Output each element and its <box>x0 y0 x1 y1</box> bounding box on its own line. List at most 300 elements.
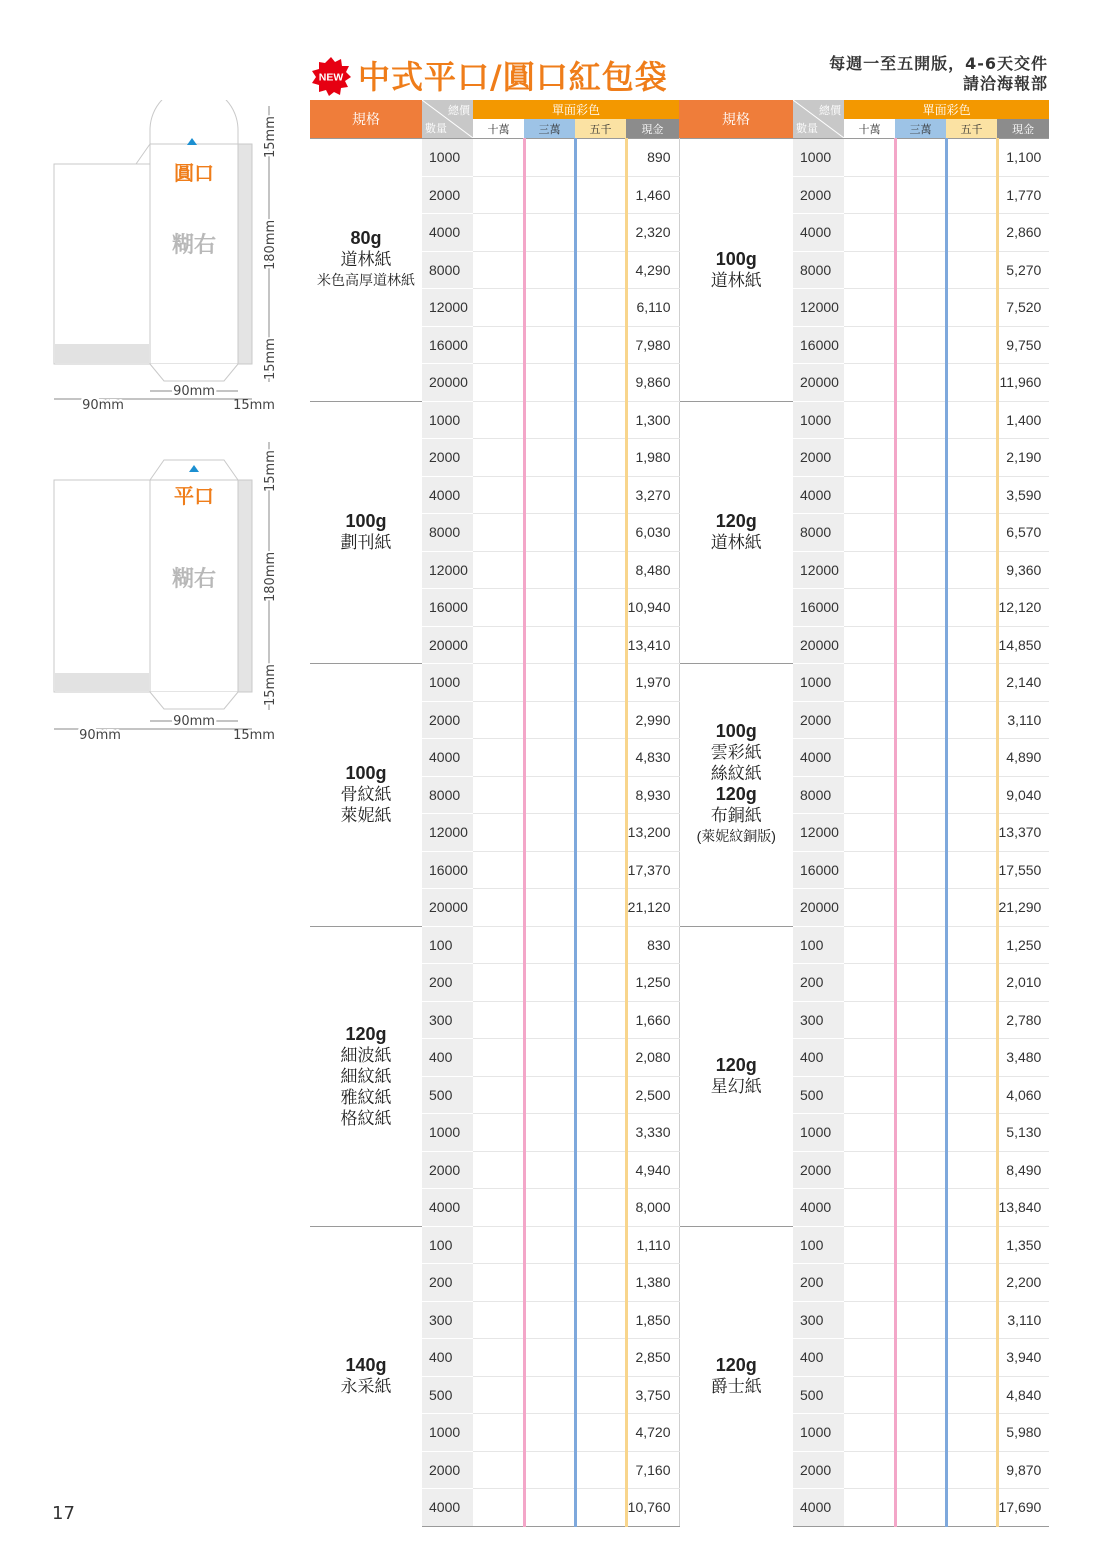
paper-name: 格紋紙 <box>340 1108 392 1128</box>
qty-cell: 4000 <box>422 1489 473 1527</box>
price-5k-cell <box>575 1451 626 1489</box>
cash-price-cell: 3,590 <box>997 476 1049 514</box>
paper-spec-left <box>310 926 422 1226</box>
cash-price-cell: 4,290 <box>626 251 679 289</box>
sub-header-cash: 現金 <box>997 119 1049 139</box>
qty-cell: 2000 <box>793 176 844 214</box>
price-100k-cell <box>844 439 895 477</box>
price-5k-cell <box>946 776 997 814</box>
price-5k-cell <box>946 476 997 514</box>
price-100k-cell <box>473 1414 524 1452</box>
price-30k-cell <box>895 1451 946 1489</box>
qty-cell: 1000 <box>422 1414 473 1452</box>
price-30k-cell <box>524 514 575 552</box>
price-30k-cell <box>895 739 946 777</box>
price-5k-cell <box>946 739 997 777</box>
price-100k-cell <box>844 664 895 702</box>
price-5k-cell <box>946 401 997 439</box>
price-100k-cell <box>473 1376 524 1414</box>
price-100k-cell <box>473 401 524 439</box>
price-30k-cell <box>895 176 946 214</box>
price-5k-cell <box>946 1339 997 1377</box>
price-30k-cell <box>895 214 946 252</box>
cash-price-cell: 4,830 <box>626 739 679 777</box>
qty-cell: 8000 <box>422 776 473 814</box>
price-30k-cell <box>895 1076 946 1114</box>
price-100k-cell <box>844 176 895 214</box>
paper-weight: 100g <box>715 248 757 269</box>
price-30k-cell <box>895 251 946 289</box>
price-5k-cell <box>946 326 997 364</box>
price-5k-cell <box>946 1114 997 1152</box>
price-100k-cell <box>473 214 524 252</box>
qty-cell: 1000 <box>793 1114 844 1152</box>
cash-price-cell: 1,770 <box>997 176 1049 214</box>
price-5k-cell <box>575 214 626 252</box>
cash-price-cell: 4,940 <box>626 1151 679 1189</box>
price-30k-cell <box>895 1301 946 1339</box>
qty-cell: 400 <box>793 1039 844 1077</box>
price-5k-cell <box>575 1376 626 1414</box>
single-color-header: 單面彩色 <box>844 100 1049 119</box>
cash-price-cell: 21,290 <box>997 889 1049 927</box>
dim-mid-label: 180mm <box>263 219 278 270</box>
qty-cell: 1000 <box>793 1414 844 1452</box>
price-100k-cell <box>473 664 524 702</box>
price-100k-cell <box>844 1001 895 1039</box>
price-5k-cell <box>946 664 997 702</box>
paper-weight: 120g <box>715 784 757 805</box>
qty-cell: 200 <box>422 964 473 1002</box>
price-30k-cell <box>895 1039 946 1077</box>
price-100k-cell <box>844 739 895 777</box>
table-row <box>310 139 1049 177</box>
qty-label: 數量 <box>796 123 818 135</box>
qty-cell: 100 <box>793 926 844 964</box>
qty-cell: 300 <box>793 1301 844 1339</box>
cash-price-cell: 2,860 <box>997 214 1049 252</box>
qty-cell: 300 <box>422 1001 473 1039</box>
paper-weight: 100g <box>715 721 757 742</box>
price-100k-cell <box>473 626 524 664</box>
price-5k-cell <box>575 364 626 402</box>
cash-price-cell: 12,120 <box>997 589 1049 627</box>
price-30k-cell <box>524 851 575 889</box>
paper-weight: 100g <box>345 511 387 532</box>
price-5k-cell <box>946 1226 997 1264</box>
price-100k-cell <box>473 1114 524 1152</box>
cash-price-cell: 2,990 <box>626 701 679 739</box>
price-5k-cell <box>575 326 626 364</box>
cash-price-cell: 7,520 <box>997 289 1049 327</box>
sub-header-5k: 五千 <box>575 119 626 139</box>
price-5k-cell <box>575 476 626 514</box>
cash-price-cell: 4,720 <box>626 1414 679 1452</box>
price-100k-cell <box>473 851 524 889</box>
paper-spec-left <box>310 664 422 927</box>
qty-cell: 12000 <box>422 814 473 852</box>
cash-price-cell: 5,270 <box>997 251 1049 289</box>
cash-price-cell: 11,960 <box>997 364 1049 402</box>
qty-cell: 1000 <box>793 401 844 439</box>
price-100k-cell <box>844 1489 895 1527</box>
price-100k-cell <box>473 739 524 777</box>
price-5k-cell <box>575 439 626 477</box>
price-5k-cell <box>946 1189 997 1227</box>
price-5k-cell <box>575 814 626 852</box>
price-100k-cell <box>844 1414 895 1452</box>
qty-cell: 400 <box>422 1039 473 1077</box>
price-100k-cell <box>473 1489 524 1527</box>
dim-right-width-label: 15mm <box>233 398 275 413</box>
cash-price-cell: 3,110 <box>997 701 1049 739</box>
price-100k-cell <box>844 551 895 589</box>
cash-price-cell: 17,370 <box>626 851 679 889</box>
paper-name: 細紋紙 <box>340 1066 392 1086</box>
paper-name: 絲紋紙 <box>710 764 762 784</box>
price-100k-cell <box>844 1039 895 1077</box>
cash-price-cell: 1,980 <box>626 439 679 477</box>
price-5k-cell <box>575 176 626 214</box>
qty-cell: 20000 <box>793 889 844 927</box>
price-100k-cell <box>473 1226 524 1264</box>
diagram-type-label: 圓口 <box>174 161 214 185</box>
price-100k-cell <box>844 1189 895 1227</box>
cash-price-cell: 8,490 <box>997 1151 1049 1189</box>
price-100k-cell <box>473 364 524 402</box>
price-qty-header <box>422 100 473 139</box>
qty-cell: 20000 <box>793 626 844 664</box>
cash-price-cell: 3,940 <box>997 1339 1049 1377</box>
price-30k-cell <box>524 626 575 664</box>
price-30k-cell <box>895 1151 946 1189</box>
price-5k-cell <box>946 1489 997 1527</box>
qty-cell: 8000 <box>793 251 844 289</box>
price-5k-cell <box>946 514 997 552</box>
table-row <box>310 1226 1049 1264</box>
dim-top-label: 15mm <box>263 116 278 158</box>
price-30k-cell <box>524 664 575 702</box>
qty-cell: 500 <box>422 1076 473 1114</box>
price-5k-cell <box>946 439 997 477</box>
qty-cell: 4000 <box>793 1189 844 1227</box>
paper-spec-right <box>679 139 793 402</box>
qty-cell: 1000 <box>793 664 844 702</box>
paper-spec-left <box>310 1226 422 1526</box>
price-5k-cell <box>946 1151 997 1189</box>
qty-cell: 20000 <box>422 626 473 664</box>
price-30k-cell <box>524 1339 575 1377</box>
price-100k-cell <box>844 1226 895 1264</box>
price-100k-cell <box>473 701 524 739</box>
price-5k-cell <box>946 1039 997 1077</box>
schedule-notice <box>829 54 1048 94</box>
price-qty-header <box>793 100 844 139</box>
price-30k-cell <box>524 1039 575 1077</box>
price-5k-cell <box>946 176 997 214</box>
qty-cell: 1000 <box>793 139 844 177</box>
cash-price-cell: 9,860 <box>626 364 679 402</box>
price-30k-cell <box>895 1489 946 1527</box>
cash-price-cell: 7,980 <box>626 326 679 364</box>
qty-cell: 100 <box>793 1226 844 1264</box>
paper-weight: 100g <box>345 763 387 784</box>
cash-price-cell: 2,010 <box>997 964 1049 1002</box>
price-5k-cell <box>946 814 997 852</box>
price-table <box>310 100 1049 1527</box>
qty-cell: 4000 <box>422 1189 473 1227</box>
sub-header-5k: 五千 <box>946 119 997 139</box>
qty-cell: 20000 <box>422 364 473 402</box>
dim-inner-width-label: 90mm <box>173 714 215 729</box>
paper-name: 星幻紙 <box>710 1077 762 1096</box>
qty-cell: 2000 <box>422 701 473 739</box>
price-100k-cell <box>473 176 524 214</box>
qty-cell: 16000 <box>422 326 473 364</box>
price-30k-cell <box>895 551 946 589</box>
price-30k-cell <box>895 1114 946 1152</box>
price-5k-cell <box>946 889 997 927</box>
price-30k-cell <box>895 664 946 702</box>
price-30k-cell <box>895 514 946 552</box>
price-30k-cell <box>524 776 575 814</box>
price-100k-cell <box>844 889 895 927</box>
price-30k-cell <box>895 439 946 477</box>
price-5k-cell <box>946 289 997 327</box>
cash-price-cell: 9,040 <box>997 776 1049 814</box>
qty-cell: 12000 <box>793 551 844 589</box>
paper-name: 道林紙 <box>710 270 762 290</box>
price-30k-cell <box>895 589 946 627</box>
price-100k-cell <box>844 1114 895 1152</box>
qty-cell: 1000 <box>422 401 473 439</box>
price-30k-cell <box>895 1226 946 1264</box>
diagram-glue-label: 糊右 <box>171 233 217 258</box>
qty-cell: 2000 <box>422 1151 473 1189</box>
price-5k-cell <box>946 251 997 289</box>
paper-spec-left <box>310 401 422 664</box>
diagram-glue-label: 糊右 <box>171 567 217 592</box>
price-100k-cell <box>844 251 895 289</box>
cash-price-cell: 1,350 <box>997 1226 1049 1264</box>
price-5k-cell <box>946 1376 997 1414</box>
price-5k-cell <box>575 1489 626 1527</box>
price-100k-cell <box>844 1264 895 1302</box>
cash-price-cell: 3,330 <box>626 1114 679 1152</box>
dim-left-width-label: 90mm <box>82 398 124 413</box>
qty-cell: 4000 <box>793 739 844 777</box>
dim-left-width-label: 90mm <box>79 728 121 743</box>
cash-price-cell: 8,480 <box>626 551 679 589</box>
qty-cell: 2000 <box>793 1451 844 1489</box>
price-30k-cell <box>895 889 946 927</box>
price-30k-cell <box>524 1151 575 1189</box>
price-100k-cell <box>844 1151 895 1189</box>
sub-header-cash: 現金 <box>626 119 679 139</box>
price-30k-cell <box>524 926 575 964</box>
price-30k-cell <box>524 326 575 364</box>
price-30k-cell <box>895 776 946 814</box>
price-5k-cell <box>575 289 626 327</box>
qty-cell: 100 <box>422 926 473 964</box>
qty-cell: 2000 <box>422 439 473 477</box>
cash-price-cell: 7,160 <box>626 1451 679 1489</box>
qty-cell: 400 <box>422 1339 473 1377</box>
price-30k-cell <box>895 1264 946 1302</box>
price-5k-cell <box>946 1451 997 1489</box>
qty-cell: 8000 <box>793 776 844 814</box>
paper-name: 永采紙 <box>340 1377 392 1397</box>
price-5k-cell <box>946 1076 997 1114</box>
price-100k-cell <box>473 289 524 327</box>
qty-cell: 1000 <box>422 139 473 177</box>
qty-cell: 16000 <box>793 851 844 889</box>
qty-cell: 200 <box>422 1264 473 1302</box>
cash-price-cell: 3,750 <box>626 1376 679 1414</box>
cash-price-cell: 5,130 <box>997 1114 1049 1152</box>
price-5k-cell <box>946 1414 997 1452</box>
price-30k-cell <box>524 964 575 1002</box>
price-100k-cell <box>844 1076 895 1114</box>
price-100k-cell <box>473 251 524 289</box>
cash-price-cell: 6,570 <box>997 514 1049 552</box>
table-row <box>310 401 1049 439</box>
single-color-header: 單面彩色 <box>473 100 679 119</box>
price-100k-cell <box>473 1451 524 1489</box>
paper-spec-left <box>310 139 422 402</box>
paper-weight: 120g <box>715 511 757 532</box>
price-5k-cell <box>575 664 626 702</box>
dim-bottom-label: 15mm <box>263 664 278 706</box>
qty-cell: 1000 <box>422 664 473 702</box>
paper-name: 布銅紙 <box>710 806 762 826</box>
price-100k-cell <box>844 214 895 252</box>
price-body <box>310 139 1049 1527</box>
spec-header: 規格 <box>679 100 793 139</box>
new-badge-icon <box>311 56 351 96</box>
price-30k-cell <box>524 1301 575 1339</box>
price-5k-cell <box>946 1001 997 1039</box>
paper-name: 道林紙 <box>340 249 392 269</box>
price-30k-cell <box>895 964 946 1002</box>
qty-cell: 300 <box>422 1301 473 1339</box>
qty-cell: 4000 <box>422 476 473 514</box>
paper-spec-right <box>679 1226 793 1526</box>
cash-price-cell: 2,080 <box>626 1039 679 1077</box>
qty-cell: 2000 <box>422 1451 473 1489</box>
price-5k-cell <box>575 589 626 627</box>
sub-header-30k: 三萬 <box>895 119 946 139</box>
price-100k-cell <box>473 551 524 589</box>
qty-cell: 4000 <box>422 739 473 777</box>
price-30k-cell <box>895 626 946 664</box>
price-5k-cell <box>575 1189 626 1227</box>
price-5k-cell <box>575 139 626 177</box>
cash-price-cell: 14,850 <box>997 626 1049 664</box>
price-30k-cell <box>524 589 575 627</box>
qty-cell: 16000 <box>793 589 844 627</box>
paper-name: 米色高厚道林紙 <box>317 271 415 288</box>
price-5k-cell <box>575 851 626 889</box>
table-header-row-1 <box>310 100 1049 119</box>
price-30k-cell <box>524 1076 575 1114</box>
price-30k-cell <box>524 551 575 589</box>
paper-spec-right <box>679 401 793 664</box>
price-100k-cell <box>473 1076 524 1114</box>
price-30k-cell <box>524 1264 575 1302</box>
price-30k-cell <box>524 251 575 289</box>
cash-price-cell: 2,850 <box>626 1339 679 1377</box>
price-5k-cell <box>946 589 997 627</box>
paper-weight: 140g <box>345 1355 387 1376</box>
table-row <box>310 926 1049 964</box>
price-100k-cell <box>473 776 524 814</box>
page-title: 中式平口/圓口紅包袋 <box>358 58 668 96</box>
price-100k-cell <box>844 814 895 852</box>
qty-cell: 12000 <box>422 551 473 589</box>
price-100k-cell <box>844 851 895 889</box>
price-100k-cell <box>844 139 895 177</box>
price-5k-cell <box>575 739 626 777</box>
price-100k-cell <box>473 814 524 852</box>
price-30k-cell <box>895 851 946 889</box>
qty-cell: 16000 <box>422 851 473 889</box>
paper-weight: 80g <box>350 227 382 248</box>
price-30k-cell <box>524 214 575 252</box>
price-100k-cell <box>844 926 895 964</box>
qty-cell: 2000 <box>793 701 844 739</box>
price-5k-cell <box>575 889 626 927</box>
paper-name: 細波紙 <box>340 1045 392 1065</box>
qty-cell: 8000 <box>422 251 473 289</box>
dim-top-label: 15mm <box>263 450 278 492</box>
cash-price-cell: 9,750 <box>997 326 1049 364</box>
price-30k-cell <box>895 139 946 177</box>
cash-price-cell: 5,980 <box>997 1414 1049 1452</box>
cash-price-cell: 1,850 <box>626 1301 679 1339</box>
price-30k-cell <box>524 1226 575 1264</box>
price-5k-cell <box>575 926 626 964</box>
price-5k-cell <box>946 964 997 1002</box>
price-30k-cell <box>524 401 575 439</box>
cash-price-cell: 1,300 <box>626 401 679 439</box>
price-30k-cell <box>524 701 575 739</box>
price-5k-cell <box>575 776 626 814</box>
price-5k-cell <box>575 964 626 1002</box>
qty-cell: 1000 <box>422 1114 473 1152</box>
cash-price-cell: 4,890 <box>997 739 1049 777</box>
price-5k-cell <box>946 701 997 739</box>
dim-bottom-label: 15mm <box>263 338 278 380</box>
cash-price-cell: 2,190 <box>997 439 1049 477</box>
price-30k-cell <box>524 1489 575 1527</box>
cash-price-cell: 13,370 <box>997 814 1049 852</box>
price-100k-cell <box>473 1339 524 1377</box>
price-5k-cell <box>946 364 997 402</box>
price-5k-cell <box>946 926 997 964</box>
price-5k-cell <box>946 1264 997 1302</box>
paper-name: 爵士紙 <box>710 1377 762 1397</box>
price-30k-cell <box>524 1451 575 1489</box>
sub-header-100k: 十萬 <box>844 119 895 139</box>
price-100k-cell <box>473 326 524 364</box>
price-100k-cell <box>844 776 895 814</box>
new-badge-text: NEW <box>318 71 344 84</box>
cash-price-cell: 3,270 <box>626 476 679 514</box>
price-30k-cell <box>895 814 946 852</box>
price-5k-cell <box>575 1114 626 1152</box>
price-100k-cell <box>473 964 524 1002</box>
